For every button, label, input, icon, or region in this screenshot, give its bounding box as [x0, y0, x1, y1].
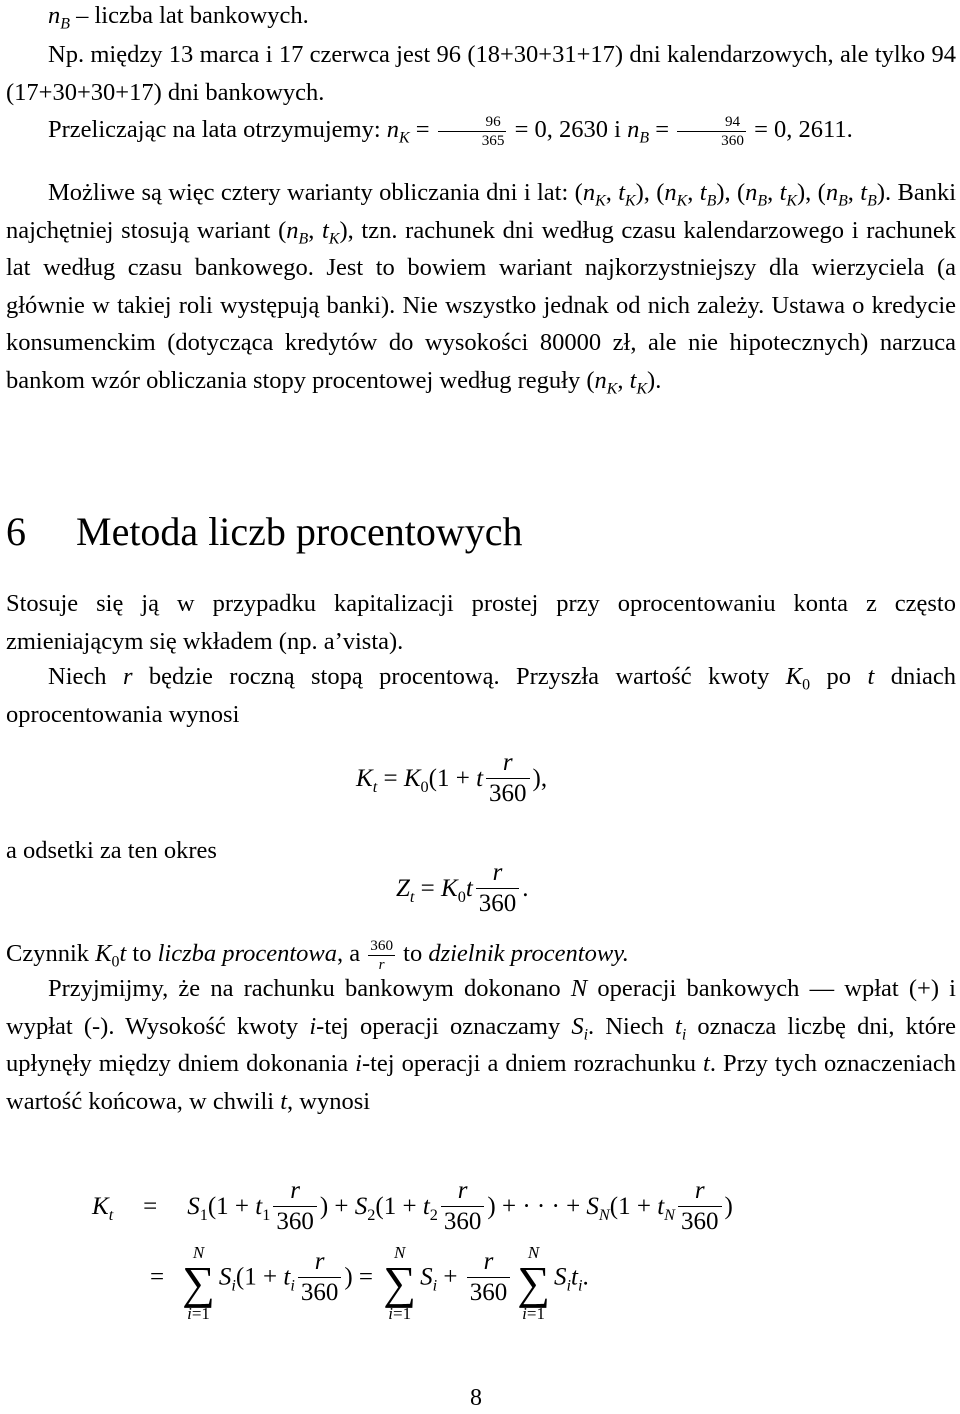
- equation-final-line-2: = N ∑ i=1 $S_i(1 + t_i$ $\frac{r}{360}$ ) = N ∑ i=1 $S_i$ + $\frac{r}{360}$ N ∑ i=1 $S_it_i$.: [150, 1243, 589, 1323]
- paragraph-rate: Niech r będzie roczną stopą procentową. Przyszła wartość kwoty $K_0$ po t dniach oprocentowania wynosi: [6, 663, 956, 728]
- section-heading: 6 Metoda liczb procentowych: [6, 509, 523, 554]
- line-interest-intro: a odsetki za ten okres: [6, 837, 217, 864]
- equation-future-value: $K_t = K_0(1 + t$ $\frac{r}{360}$ ),: [356, 749, 548, 807]
- line-nb-definition: $n_B$ – liczba lat bankowych.: [48, 2, 309, 33]
- paragraph-intro: Stosuje się ją w przypadku kapitalizacji prostej przy oprocentowaniu konta z często zmieniającym się wkładem (np. a’vista).: [6, 590, 956, 655]
- paragraph-conversion: Przeliczając na lata otrzymujemy: $n_K$ = $\frac{96}{365}$ = 0, 2630 i $n_B$ = $\frac{94}{360}$ = 0, 2611.: [48, 113, 853, 149]
- paragraph-variants: Możliwe są więc cztery warianty obliczania dni i lat: ($n_K$, $t_K$), ($n_K$, $t_B$), ($n_B$, $t_K$), ($n_B$, $t_B$). Banki najchętniej stosują wariant ($n_B$, $t_K$), tzn. rachunek dni według czasu kalendarzowego i rachunek lat według czasu bankowego. Jest to bowiem wariant najkorzystniejszy dla wierzyciela (a głównie w takiej roli występują banki). Nie wszystko jednak od nich zależy. Ustawa o kredycie konsumenckim (dotycząca kredytów do wysokości 80000 zł, ale nie hipotecznych) narzuca bankom wzór obliczania stopy procentowej według reguły ($n_K$, $t_K$).: [6, 179, 957, 398]
- fraction-96-365: $\frac{96}{365}$: [438, 113, 507, 149]
- page-number: 8: [470, 1385, 482, 1411]
- equation-interest: $Z_t = K_0t$ $\frac{r}{360}$ .: [396, 859, 529, 917]
- equation-final-line-1: $K_t = S_1(1 + t_1$ $\frac{r}{360}$ ) + $S_2(1 + t_2$ $\frac{r}{360}$ ) + · · · + $S_N(1 + t_N$ $\frac{r}{360}$ ): [92, 1177, 733, 1235]
- paragraph-operations: Przyjmijmy, że na rachunku bankowym dokonano N operacji bankowych — wpłat (+) i wypłat (-). Wysokość kwoty i-tej operacji oznaczamy $S_i$. Niech $t_i$ oznacza liczbę dni, które upłynęły między dniem dokonania i-tej operacji a dniem rozrachunku t. Przy tych oznaczeniach wartość końcowa, w chwili t, wynosi: [6, 975, 957, 1115]
- paragraph-factor: Czynnik $K_0t$ to liczba procentowa, a $\frac{360}{r}$ to dzielnik procentowy.: [6, 937, 629, 973]
- fraction-94-360: $\frac{94}{360}$: [677, 113, 746, 149]
- fraction-360-r: $\frac{360}{r}$: [370, 937, 394, 973]
- paragraph-example-days: Np. między 13 marca i 17 czerwca jest 96 (18+30+31+17) dni kalendarzowych, ale tylko 94 (17+30+30+17) dni bankowych.: [6, 41, 956, 106]
